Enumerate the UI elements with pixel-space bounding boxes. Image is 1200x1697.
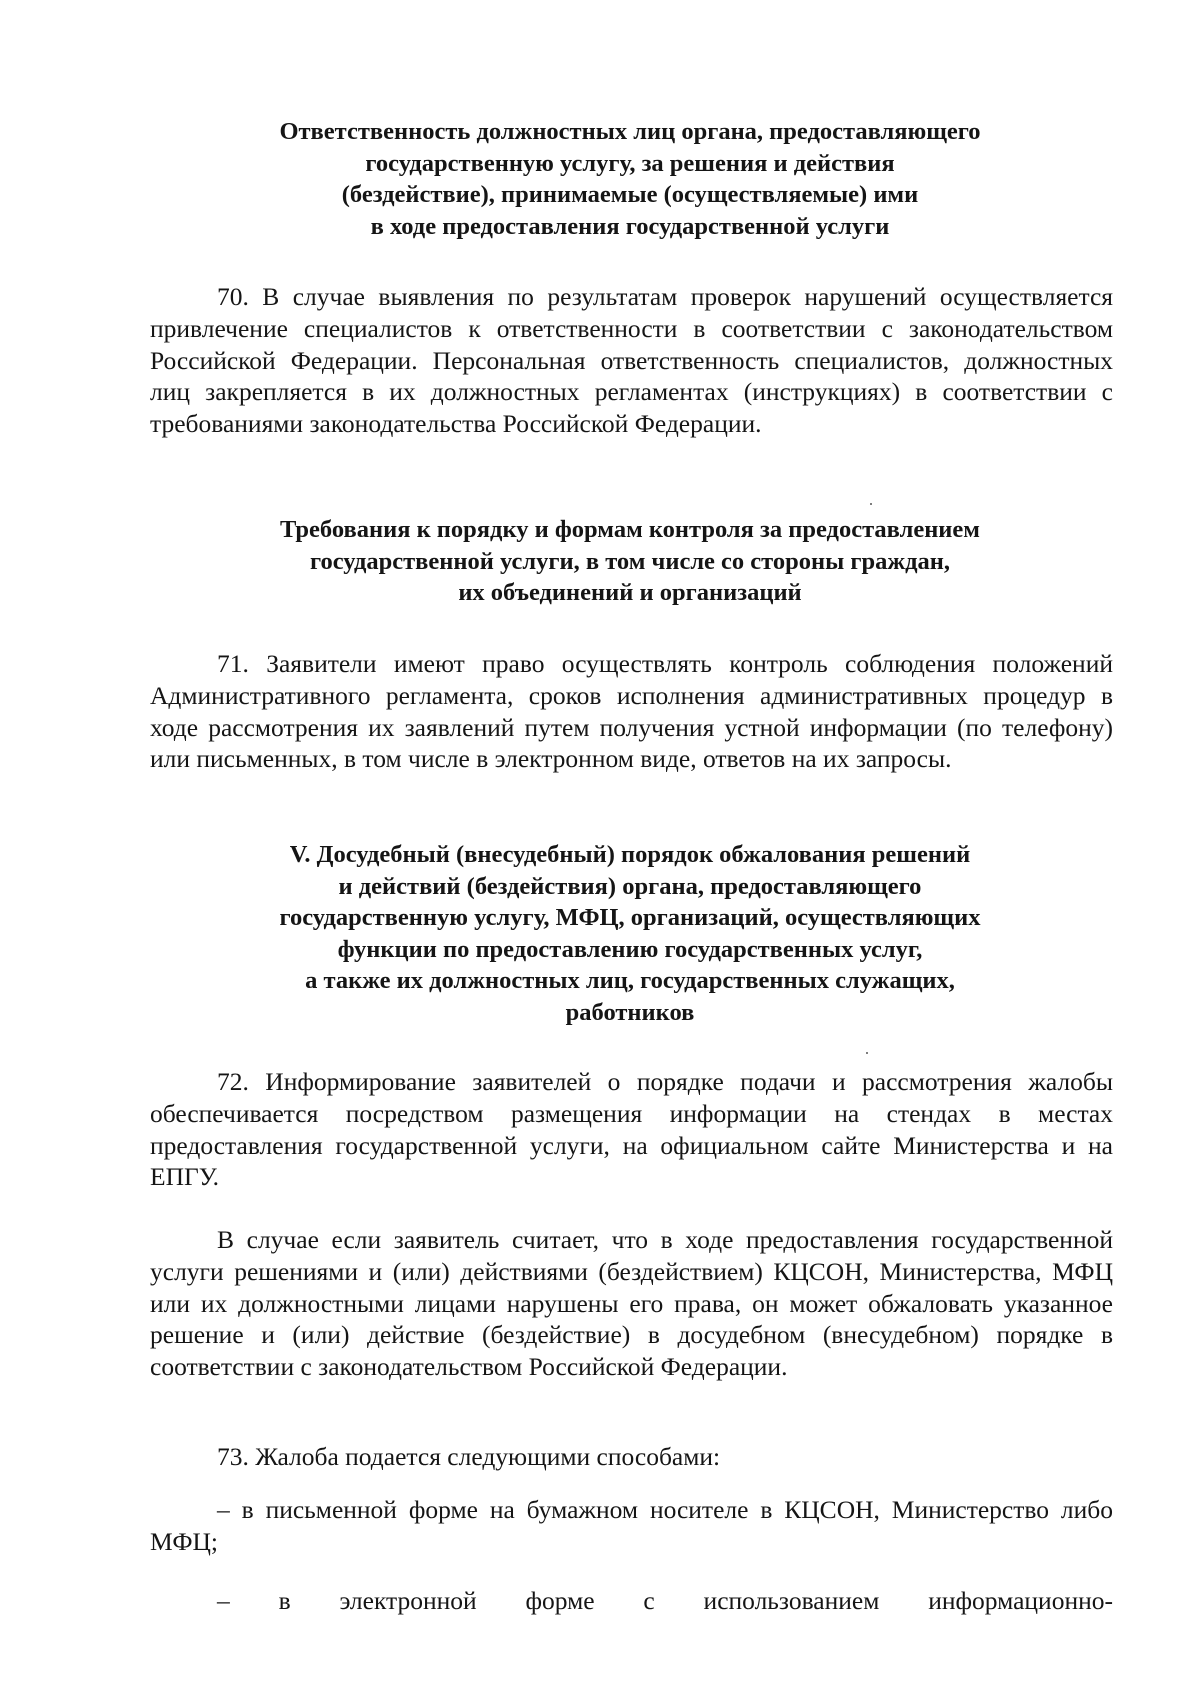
heading-line: работников [565,998,695,1026]
list-item-paper-form: – в письменной форме на бумажном носителе в КЦСОН, Министерство либо МФЦ; [150,1495,1113,1556]
heading-line: (бездействие), принимаемые (осуществляемые) ими [341,181,919,208]
heading-line: и действий (бездействия) органа, предоставляющего [338,872,922,900]
scan-speck [866,1052,868,1054]
heading-line: их объединений и организаций [458,579,802,606]
heading-line: функции по предоставлению государственных услуг, [337,935,923,963]
heading-line: Требования к порядку и формам контроля за предоставлением [280,516,980,543]
paragraph-70: 70. В случае выявления по результатам проверок нарушений осуществляется привлечение специалистов к ответственности в соответствии с законодательством Российской Федерации. Персональная ответственность специалистов, должностных лиц закрепляется в их должностных регламентах (инструкциях) в соответствии с требованиями законодательства Российской Федерации. [150,282,1113,439]
heading-line: государственной услуги, в том числе со стороны граждан, [309,547,951,575]
heading-line: государственную услугу, МФЦ, организаций, осуществляющих [279,904,981,931]
heading-line: государственную услугу, за решения и действия [365,149,895,177]
heading-line: Ответственность должностных лиц органа, предоставляющего [279,118,981,145]
heading-line: V. Досудебный (внесудебный) порядок обжалования решений [289,841,971,868]
heading-line: а также их должностных лиц, государственных служащих, [305,967,955,994]
section-heading-control [150,514,1110,609]
heading-line: в ходе предоставления государственной услуги [370,212,890,240]
section-heading-appeal [150,839,1110,1028]
list-item-electronic-form: – в электронной форме с использованием информационно- [217,1586,1113,1615]
scan-speck [870,503,872,505]
section-heading-responsibility [150,116,1110,242]
paragraph-71: 71. Заявители имеют право осуществлять контроль соблюдения положений Административного регламента, сроков исполнения административных процедур в ходе рассмотрения их заявлений путем получения устной информации (по телефону) или письменных, в том числе в электронном виде, ответов на их запросы. [150,649,1113,774]
paragraph-73: 73. Жалоба подается следующими способами: [217,1442,721,1471]
paragraph-72: 72. Информирование заявителей о порядке подачи и рассмотрения жалобы обеспечивается посредством размещения информации на стендах в местах предоставления государственной услуги, на официальном сайте Министерства и на ЕПГУ. [150,1067,1113,1192]
paragraph-appeal-right: В случае если заявитель считает, что в ходе предоставления государственной услуги решениями и (или) действиями (бездействием) КЦСОН, Министерства, МФЦ или их должностными лицами нарушены его права, он может обжаловать указанное решение и (или) действие (бездействие) в досудебном (внесудебном) порядке в соответствии с законодательством Российской Федерации. [150,1225,1113,1382]
